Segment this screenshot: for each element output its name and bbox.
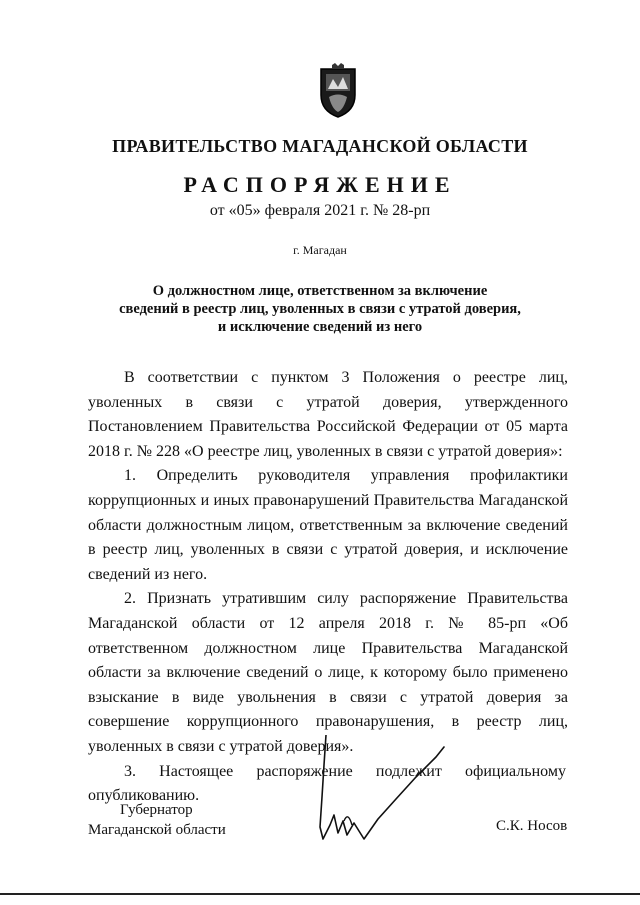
subject-line: О должностном лице, ответственном за включение (152, 283, 488, 299)
item-1-paragraph: 1. Определить руководителя управления профилактики коррупционных и иных правонарушений Правительства Магаданской области должностным лицом, ответственным за включение сведений в реестр лиц, уволенных в связи с утратой доверия, и исключение сведений из него. (88, 467, 568, 583)
signer-title (88, 800, 226, 840)
document-date-number: от «05» февраля 2021 г. № 28-рп (209, 202, 431, 219)
document-type: РАСПОРЯЖЕНИЕ (183, 172, 457, 197)
signer-name: С.К. Носов (496, 818, 568, 834)
subject-line: и исключение сведений из него (217, 319, 423, 335)
item-2-paragraph: 2. Признать утратившим силу распоряжение Правительства Магаданской области от 12 апреля 2018 г. № 85-рп «Об ответственном должностном лице Правительства Магаданской области за включение сведений о лице, к которому было применено взыскание в виде увольнения в связи с утратой доверия за совершение коррупционного правонарушения, в реестр лиц, уволенных в связи с утратой доверия». (88, 590, 568, 755)
government-title: ПРАВИТЕЛЬСТВО МАГАДАНСКОЙ ОБЛАСТИ (112, 136, 528, 156)
item-3-last-line: опубликованию. (88, 787, 200, 805)
signer-title-line: Магаданской области (88, 822, 226, 838)
item-3-word: подлежит (375, 762, 442, 780)
signer-title-line: Губернатор (120, 802, 193, 818)
item-3-word: 3. (124, 762, 136, 780)
document-subject (90, 282, 550, 336)
coat-of-arms-icon (318, 63, 358, 119)
item-3-word: Настоящее (159, 762, 234, 780)
handwritten-signature (312, 735, 452, 850)
document-place: г. Магадан (293, 243, 347, 257)
item-3-word: распоряжение (256, 762, 353, 780)
bottom-scan-edge (0, 893, 640, 895)
item-3-word: официальному (464, 762, 566, 780)
subject-line: сведений в реестр лиц, уволенных в связи с утратой доверия, (119, 301, 521, 317)
preamble-paragraph: В соответствии с пунктом 3 Положения о реестре лиц, уволенных в связи с утратой доверия, утвержденного Постановлением Правительства Российской Федерации от 05 марта 2018 г. № 228 «О реестре лиц, уволенных в связи с утратой доверия»: (88, 369, 568, 460)
